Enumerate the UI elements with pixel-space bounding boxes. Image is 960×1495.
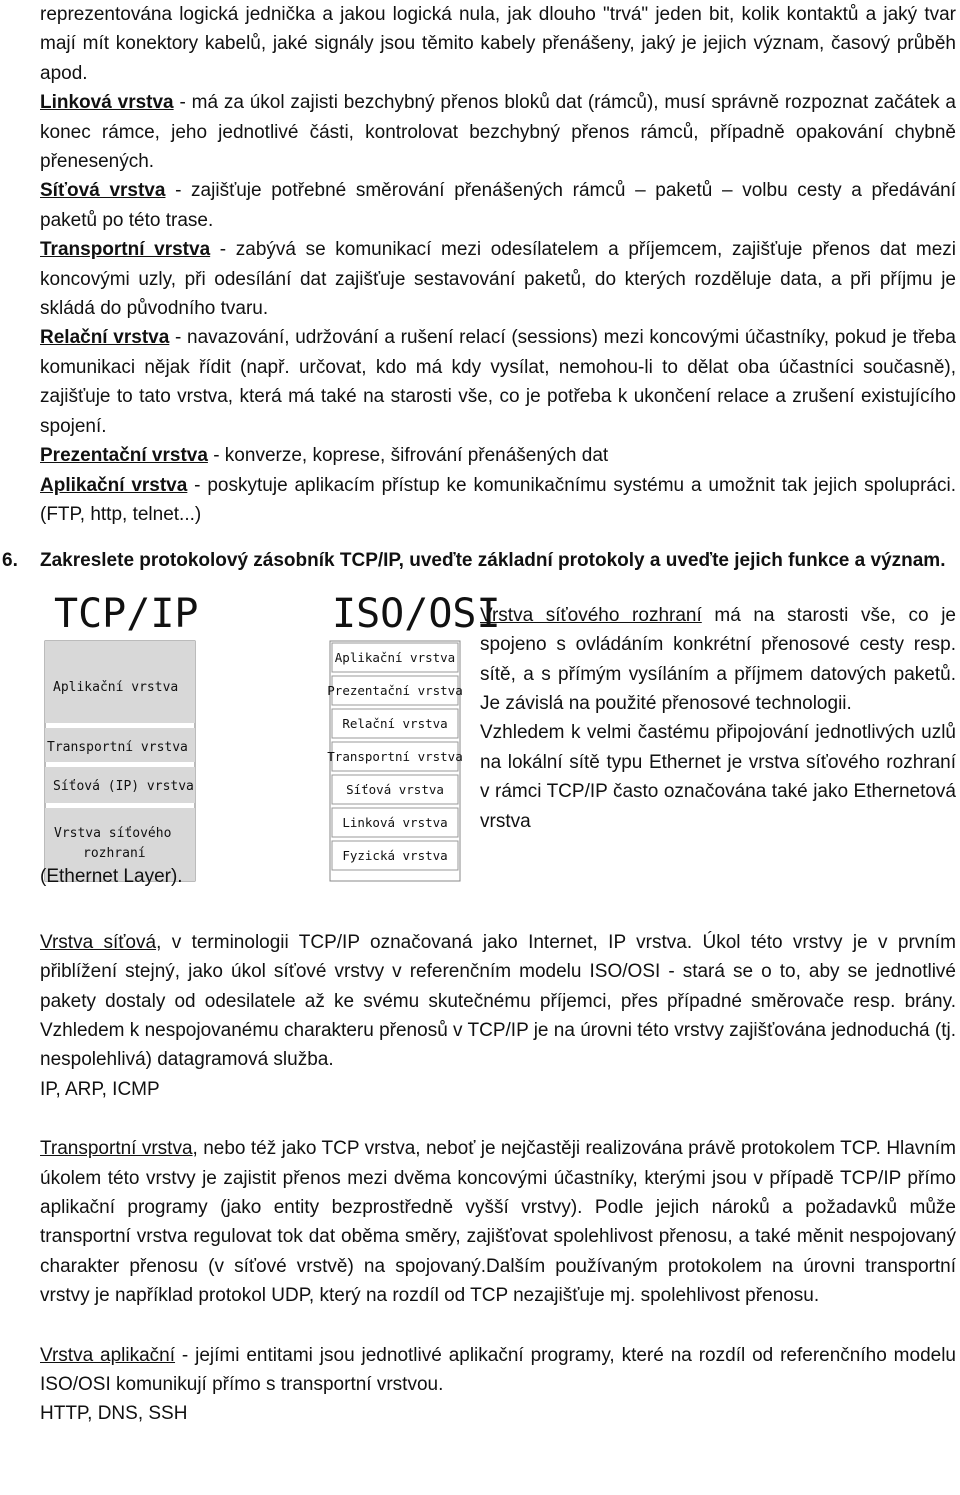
osi-layer-4: Transportní vrstva: [327, 748, 463, 764]
osi-layer-7: Fyzická vrstva: [342, 847, 448, 863]
session-layer-term: Relační vrstva: [40, 327, 170, 349]
internet-protocols: IP, ARP, ICMP: [40, 1078, 160, 1100]
question-text: Zakreslete protokolový zásobník TCP/IP, uveďte základní protokoly a uveďte jejich funkce a význam.: [40, 550, 946, 572]
spacer: [40, 1104, 956, 1134]
osi-layer-3: Relační vrstva: [342, 715, 448, 731]
application-tcpip-text: - jejími entitami jsou jednotlivé aplikační programy, které na rozdíl od referenčního modelu ISO/OSI komunikují přímo s transportní vrstvou.: [40, 1344, 956, 1395]
netif-continuation: (Ethernet Layer).: [40, 865, 183, 887]
paragraph-application-tcpip: [40, 1341, 956, 1400]
internet-layer-term: Vrstva síťová: [40, 931, 157, 953]
presentation-layer-term: Prezentační vrstva: [40, 445, 208, 467]
paragraph-transport-tcpip: [40, 1134, 956, 1310]
spacer: [40, 899, 956, 928]
netif-text: má na starosti vše, co je spojeno s ovládáním konkrétní přenosové cesty resp. sítě, a s přímým vysíláním a příjmem datových paketů. Je závislá na použité přenosové technologii.: [480, 604, 956, 714]
application-layer-text: - poskytuje aplikacím přístup ke komunikačnímu systému a umožnit tak jejich spolupráci. (FTP, http, telnet...): [40, 474, 956, 525]
link-layer-text: - má za úkol zajisti bezchybný přenos bloků dat (rámců), musí správně rozpoznat začátek a konec rámce, jeho jednotlivé části, kontrolovat bezchybný přenos rámců, případně opakování chybně přenesených.: [40, 92, 956, 173]
question-number: 6.: [2, 550, 18, 572]
tcpip-layer-netif-2: rozhraní: [83, 845, 146, 861]
question-heading: [2, 546, 956, 575]
tcpip-layer-internet: Síťová (IP) vrstva: [53, 778, 194, 794]
netif-paragraph-2: Vzhledem k velmi častému připojování jednotlivých uzlů na lokální sítě typu Ethernet je vrstva síťového rozhraní v rámci TCP/IP často označována také jako Ethernetová vrstva: [480, 722, 956, 832]
internet-layer-text: , v terminologii TCP/IP označovaná jako Internet, IP vrstva. Úkol této vrstvy je v prvním přiblížení stejný, jako úkol síťové vrstvy v referenčním modelu ISO/OSI - stará se o to, aby se jednotlivé pakety dostaly od odesilatele až ke svému skutečnému příjemci, přes případné směrovače resp. brány. Vzhledem k nespojovanému charakteru přenosů v TCP/IP je na úrovni této vrstvy zajišťována jednoduchá (tj. nespolehlivá) datagramová služba.: [40, 931, 956, 1071]
osi-title: ISO/OSI: [332, 590, 501, 637]
transport-tcpip-term: Transportní vrstva: [40, 1138, 193, 1160]
tcpip-osi-diagram: [40, 590, 501, 883]
paragraph-internet-layer: [40, 928, 956, 1075]
network-layer-term: Síťová vrstva: [40, 180, 166, 202]
application-layer-term: Aplikační vrstva: [40, 474, 188, 496]
osi-layer-1: Aplikační vrstva: [334, 649, 456, 665]
document-page: [2, 0, 956, 1429]
application-tcpip-term: Vrstva aplikační: [40, 1344, 176, 1366]
osi-layer-6: Linková vrstva: [342, 814, 448, 830]
tcpip-layer-netif-1: Vrstva síťového: [54, 825, 172, 841]
paragraph-application-layer: [40, 471, 956, 530]
osi-layer-2: Prezentační vrstva: [327, 682, 463, 698]
netif-paragraph: [480, 601, 956, 719]
paragraph-link-layer: [40, 88, 956, 176]
transport-layer-term: Transportní vrstva: [40, 239, 211, 261]
transport-layer-text: - zabývá se komunikací mezi odesílatelem a příjemcem, zajišťuje přenos dat mezi koncovými uzly, při odesílání dat zajišťuje sestavování paketů, do kterých rozděluje data, a při příjmu je skládá do původního tvaru.: [40, 239, 956, 320]
session-layer-text: - navazování, udržování a rušení relací (sessions) mezi koncovými účastníky, pokud je třeba komunikaci nějak řídit (např. určovat, kdo má kdy vysílat, nemohou-li to dělat oba účastníci současně), zajišťuje to tato vrstva, která má také na starosti vše, co je potřeba k ukončení relace a zrušení existujícího spojení.: [40, 327, 956, 437]
diagram-section: [40, 579, 956, 899]
paragraph-physical-layer: reprezentována logická jednička a jakou logická nula, jak dlouho "trvá" jeden bit, kolik kontaktů a jaký tvar mají mít konektory kabelů, jaké signály jsou těmito kabely přenášeny, jaký je jejich význam, časový průběh apod.: [40, 4, 956, 84]
netif-description: [480, 601, 956, 836]
paragraph-session-layer: [40, 323, 956, 441]
layer-diagram-svg: [40, 590, 501, 883]
osi-layer-5: Síťová vrstva: [346, 781, 444, 797]
transport-tcpip-text: , nebo též jako TCP vrstva, neboť je nejčastěji realizována právě protokolem TCP. Hlavním úkolem této vrstvy je zajistit přenos mezi dvěma koncovými účastníky, kterými jsou v případě TCP/IP přímo aplikační programy (jako entity bezprostředně vyšší vrstvy). Podle jejich nároků a požadavků může transportní vrstva regulovat tok dat oběma směry, zajišťovat spolehlivost přenosu, a také měnit nespojovaný charakter přenosu (v síťové vrstvě) na spojovaný.Dalším používaným protokolem na úrovni transportní vrstvy je například protokol UDP, který na rozdíl od TCP nezajišťuje mj. spolehlivost přenosu.: [40, 1138, 956, 1307]
tcpip-layer-transport: Transportní vrstva: [47, 739, 188, 755]
spacer: [40, 1311, 956, 1341]
paragraph-presentation-layer: [40, 441, 956, 470]
presentation-layer-text: - konverze, koprese, šifrování přenášených dat: [207, 445, 609, 467]
tcpip-layer-app: Aplikační vrstva: [53, 679, 179, 695]
application-protocols: HTTP, DNS, SSH: [40, 1403, 188, 1425]
netif-term: Vrstva síťového rozhraní: [480, 604, 702, 626]
tcpip-title: TCP/IP: [54, 590, 199, 637]
network-layer-text: - zajišťuje potřebné směrování přenášených rámců – paketů – volbu cesty a předávání paketů po této trase.: [40, 180, 956, 231]
paragraph-network-layer: [40, 176, 956, 235]
link-layer-term: Linková vrstva: [40, 92, 174, 114]
paragraph-transport-layer: [40, 235, 956, 323]
